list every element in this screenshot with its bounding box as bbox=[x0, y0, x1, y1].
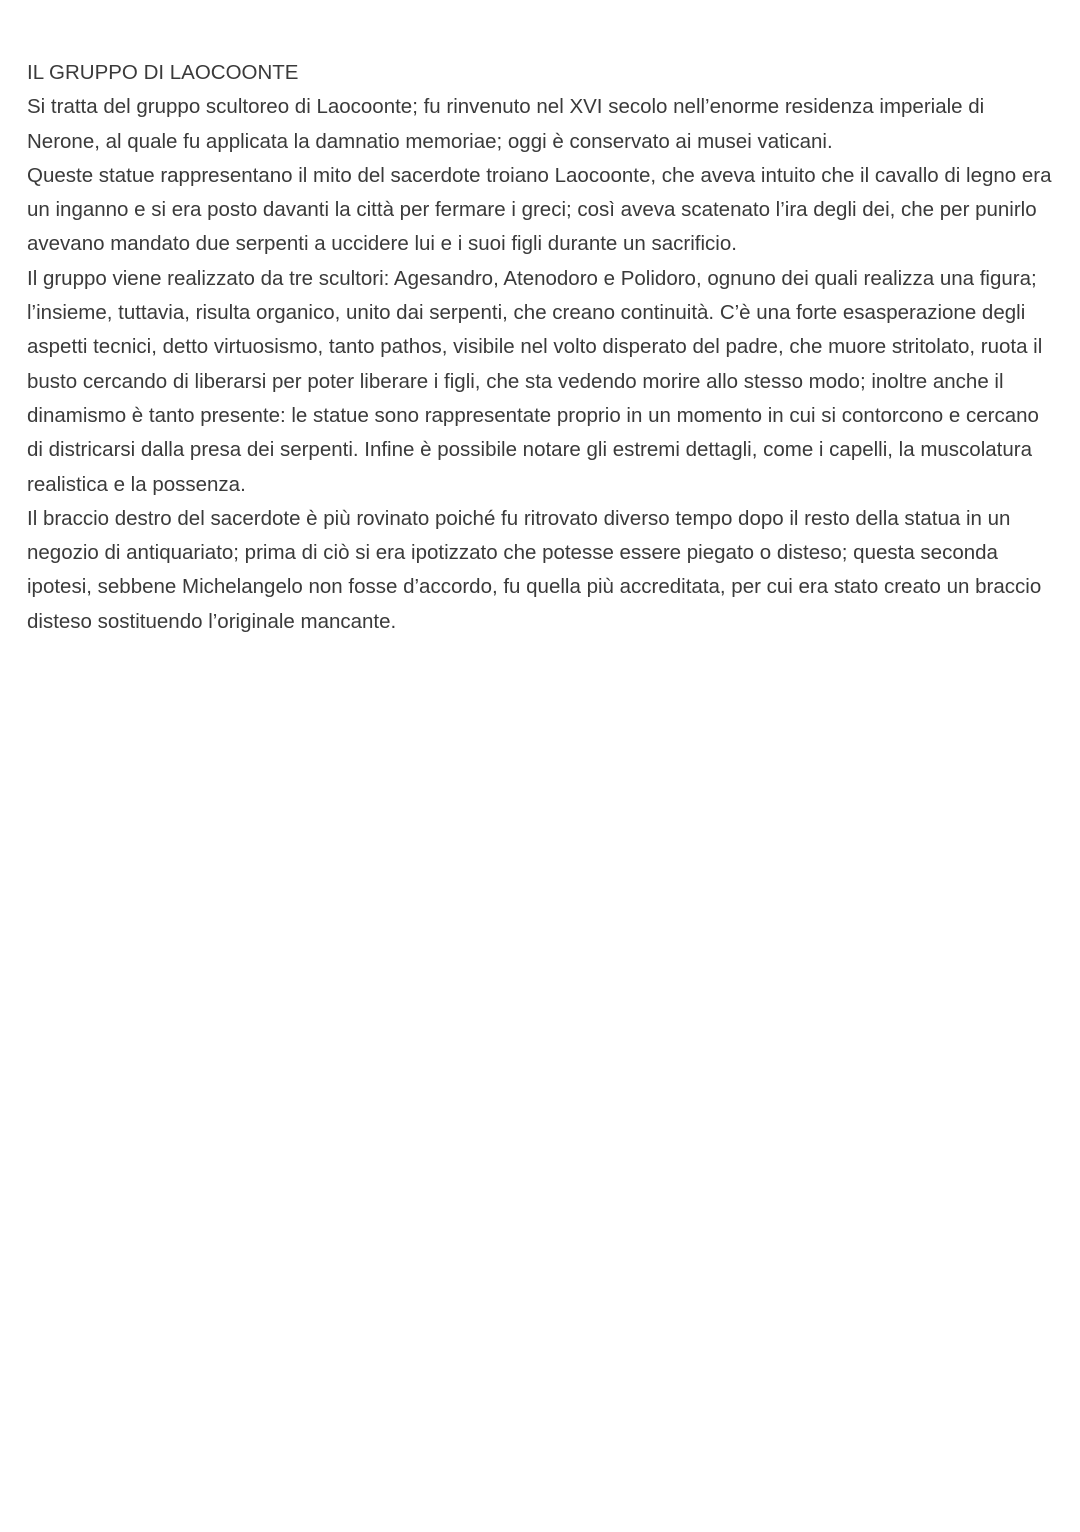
document-title: IL GRUPPO DI LAOCOONTE bbox=[27, 61, 299, 84]
paragraph-discovery: Si tratta del gruppo scultoreo di Laocoonte; fu rinvenuto nel XVI secolo nell’enorme residenza imperiale di Nerone, al quale fu applicata la damnatio memoriae; oggi è conservato ai musei vaticani. bbox=[27, 95, 985, 153]
paragraph-right-arm: Il braccio destro del sacerdote è più rovinato poiché fu ritrovato diverso tempo dopo il resto della statua in un negozio di antiquariato; prima di ciò si era ipotizzato che potesse essere piegato o disteso; questa seconda ipotesi, sebbene Michelangelo non fosse d’accordo, fu quella più accreditata, per cui era stato creato un braccio disteso sostituendo l’originale mancante. bbox=[27, 506, 1042, 633]
paragraph-myth: Queste statue rappresentano il mito del sacerdote troiano Laocoonte, che aveva intuito che il cavallo di legno era un inganno e si era posto davanti la città per fermare i greci; così aveva scatenato l’ira degli dei, che per punirlo avevano mandato due serpenti a uccidere lui e i suoi figli durante un sacrificio. bbox=[27, 163, 1052, 256]
document-body bbox=[27, 56, 1057, 639]
paragraph-sculptors: Il gruppo viene realizzato da tre scultori: Agesandro, Atenodoro e Polidoro, ognuno dei quali realizza una figura; l’insieme, tuttavia, risulta organico, unito dai serpenti, che creano continuità. C’è una forte esasperazione degli aspetti tecnici, detto virtuosismo, tanto pathos, visibile nel volto disperato del padre, che muore stritolato, ruota il busto cercando di liberarsi per poter liberare i figli, che sta vedendo morire allo stesso modo; inoltre anche il dinamismo è tanto presente: le statue sono rappresentate proprio in un momento in cui si contorcono e cercano di districarsi dalla presa dei serpenti. Infine è possibile notare gli estremi dettagli, come i capelli, la muscolatura realistica e la possenza. bbox=[27, 266, 1043, 496]
